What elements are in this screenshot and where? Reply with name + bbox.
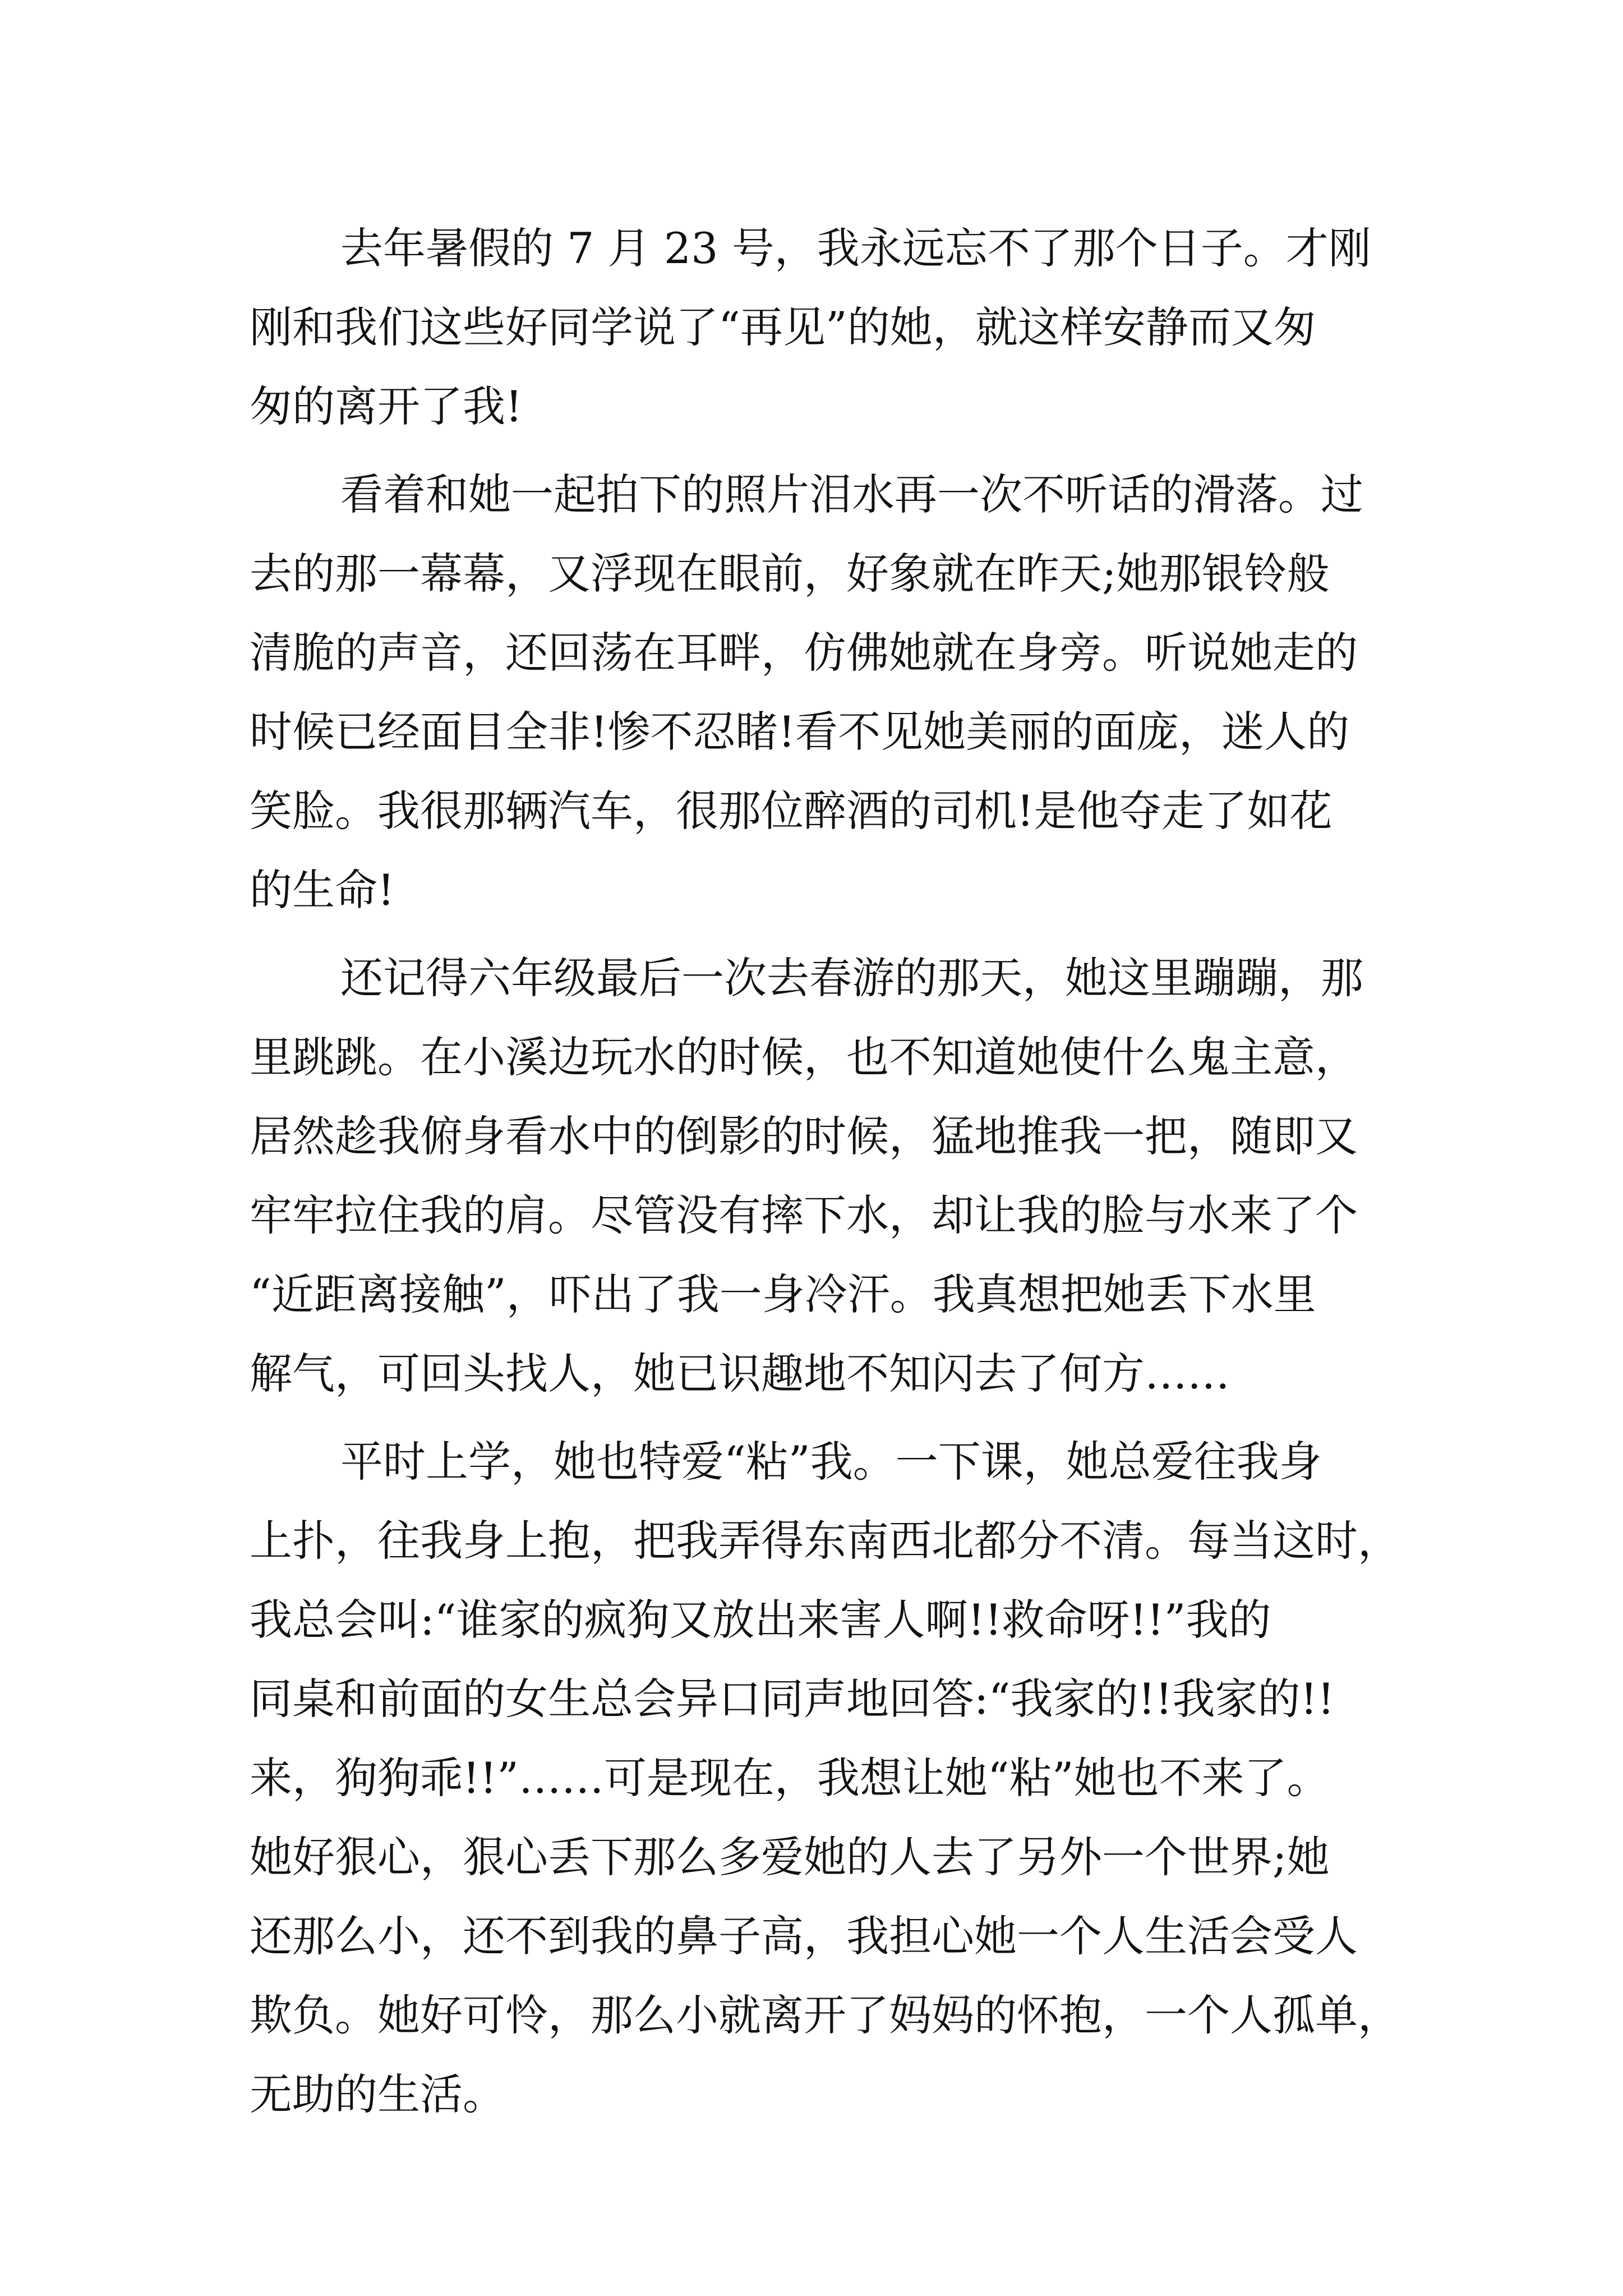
- paragraph-1: [250, 209, 1388, 446]
- text-line: 解气，可回头找人，她已识趣地不知闪去了何方……: [250, 1349, 1230, 1398]
- text-line: 的生命!: [250, 865, 395, 915]
- text-line: 她好狠心，狠心丢下那么多爱她的人去了另外一个世界;她: [250, 1832, 1330, 1882]
- text-line: 看着和她一起拍下的照片泪水再一次不听话的滑落。过: [340, 470, 1363, 519]
- essay-body: [250, 209, 1400, 2134]
- text-line: 时候已经面目全非!惨不忍睹!看不见她美丽的面庞，迷人的: [250, 707, 1350, 757]
- text-line: 还记得六年级最后一次去春游的那天，她这里蹦蹦，那: [340, 953, 1363, 1003]
- text-line: 居然趁我俯身看水中的倒影的时候，猛地推我一把，随即又: [250, 1111, 1358, 1161]
- text-line: 同桌和前面的女生总会异口同声地回答:“我家的!!我家的!!: [250, 1674, 1335, 1724]
- text-line: 笑脸。我很那辆汽车，很那位醉酒的司机!是他夺走了如花: [250, 786, 1332, 836]
- text-line: 平时上学，她也特爱“粘”我。一下课，她总爱往我身: [340, 1437, 1322, 1487]
- text-line: 清脆的声音，还回荡在耳畔，仿佛她就在身旁。听说她走的: [250, 628, 1358, 678]
- text-line: “近距离接触”，吓出了我一身冷汗。我真想把她丢下水里: [250, 1269, 1316, 1319]
- text-line: 我总会叫:“谁家的疯狗又放出来害人啊!!救命呀!!”我的: [250, 1595, 1271, 1645]
- text-line: 里跳跳。在小溪边玩水的时候，也不知道她使什么鬼主意，: [250, 1032, 1358, 1082]
- text-line: 来，狗狗乖!!”……可是现在，我想让她“粘”她也不来了。: [250, 1753, 1330, 1803]
- text-line: 匆的离开了我!: [250, 381, 523, 431]
- text-line: 还那么小，还不到我的鼻子高，我担心她一个人生活会受人: [250, 1911, 1358, 1961]
- text-line: 牢牢拉住我的肩。尽管没有摔下水，却让我的脸与水来了个: [250, 1190, 1358, 1240]
- paragraph-2: [250, 455, 1388, 930]
- text-line: 无助的生活。: [250, 2069, 505, 2119]
- text-line: 去年暑假的 7 月 23 号，我永远忘不了那个日子。才刚: [340, 223, 1371, 273]
- text-line: 上扑，往我身上抱，把我弄得东南西北都分不清。每当这时，: [250, 1516, 1400, 1566]
- paragraph-3: [250, 938, 1388, 1413]
- paragraph-4: [250, 1422, 1400, 2134]
- text-line: 欺负。她好可怜，那么小就离开了妈妈的怀抱，一个人孤单，: [250, 1990, 1400, 2040]
- text-line: 去的那一幕幕，又浮现在眼前，好象就在昨天;她那银铃般: [250, 549, 1330, 599]
- text-line: 刚和我们这些好同学说了“再见”的她，就这样安静而又匆: [250, 302, 1316, 352]
